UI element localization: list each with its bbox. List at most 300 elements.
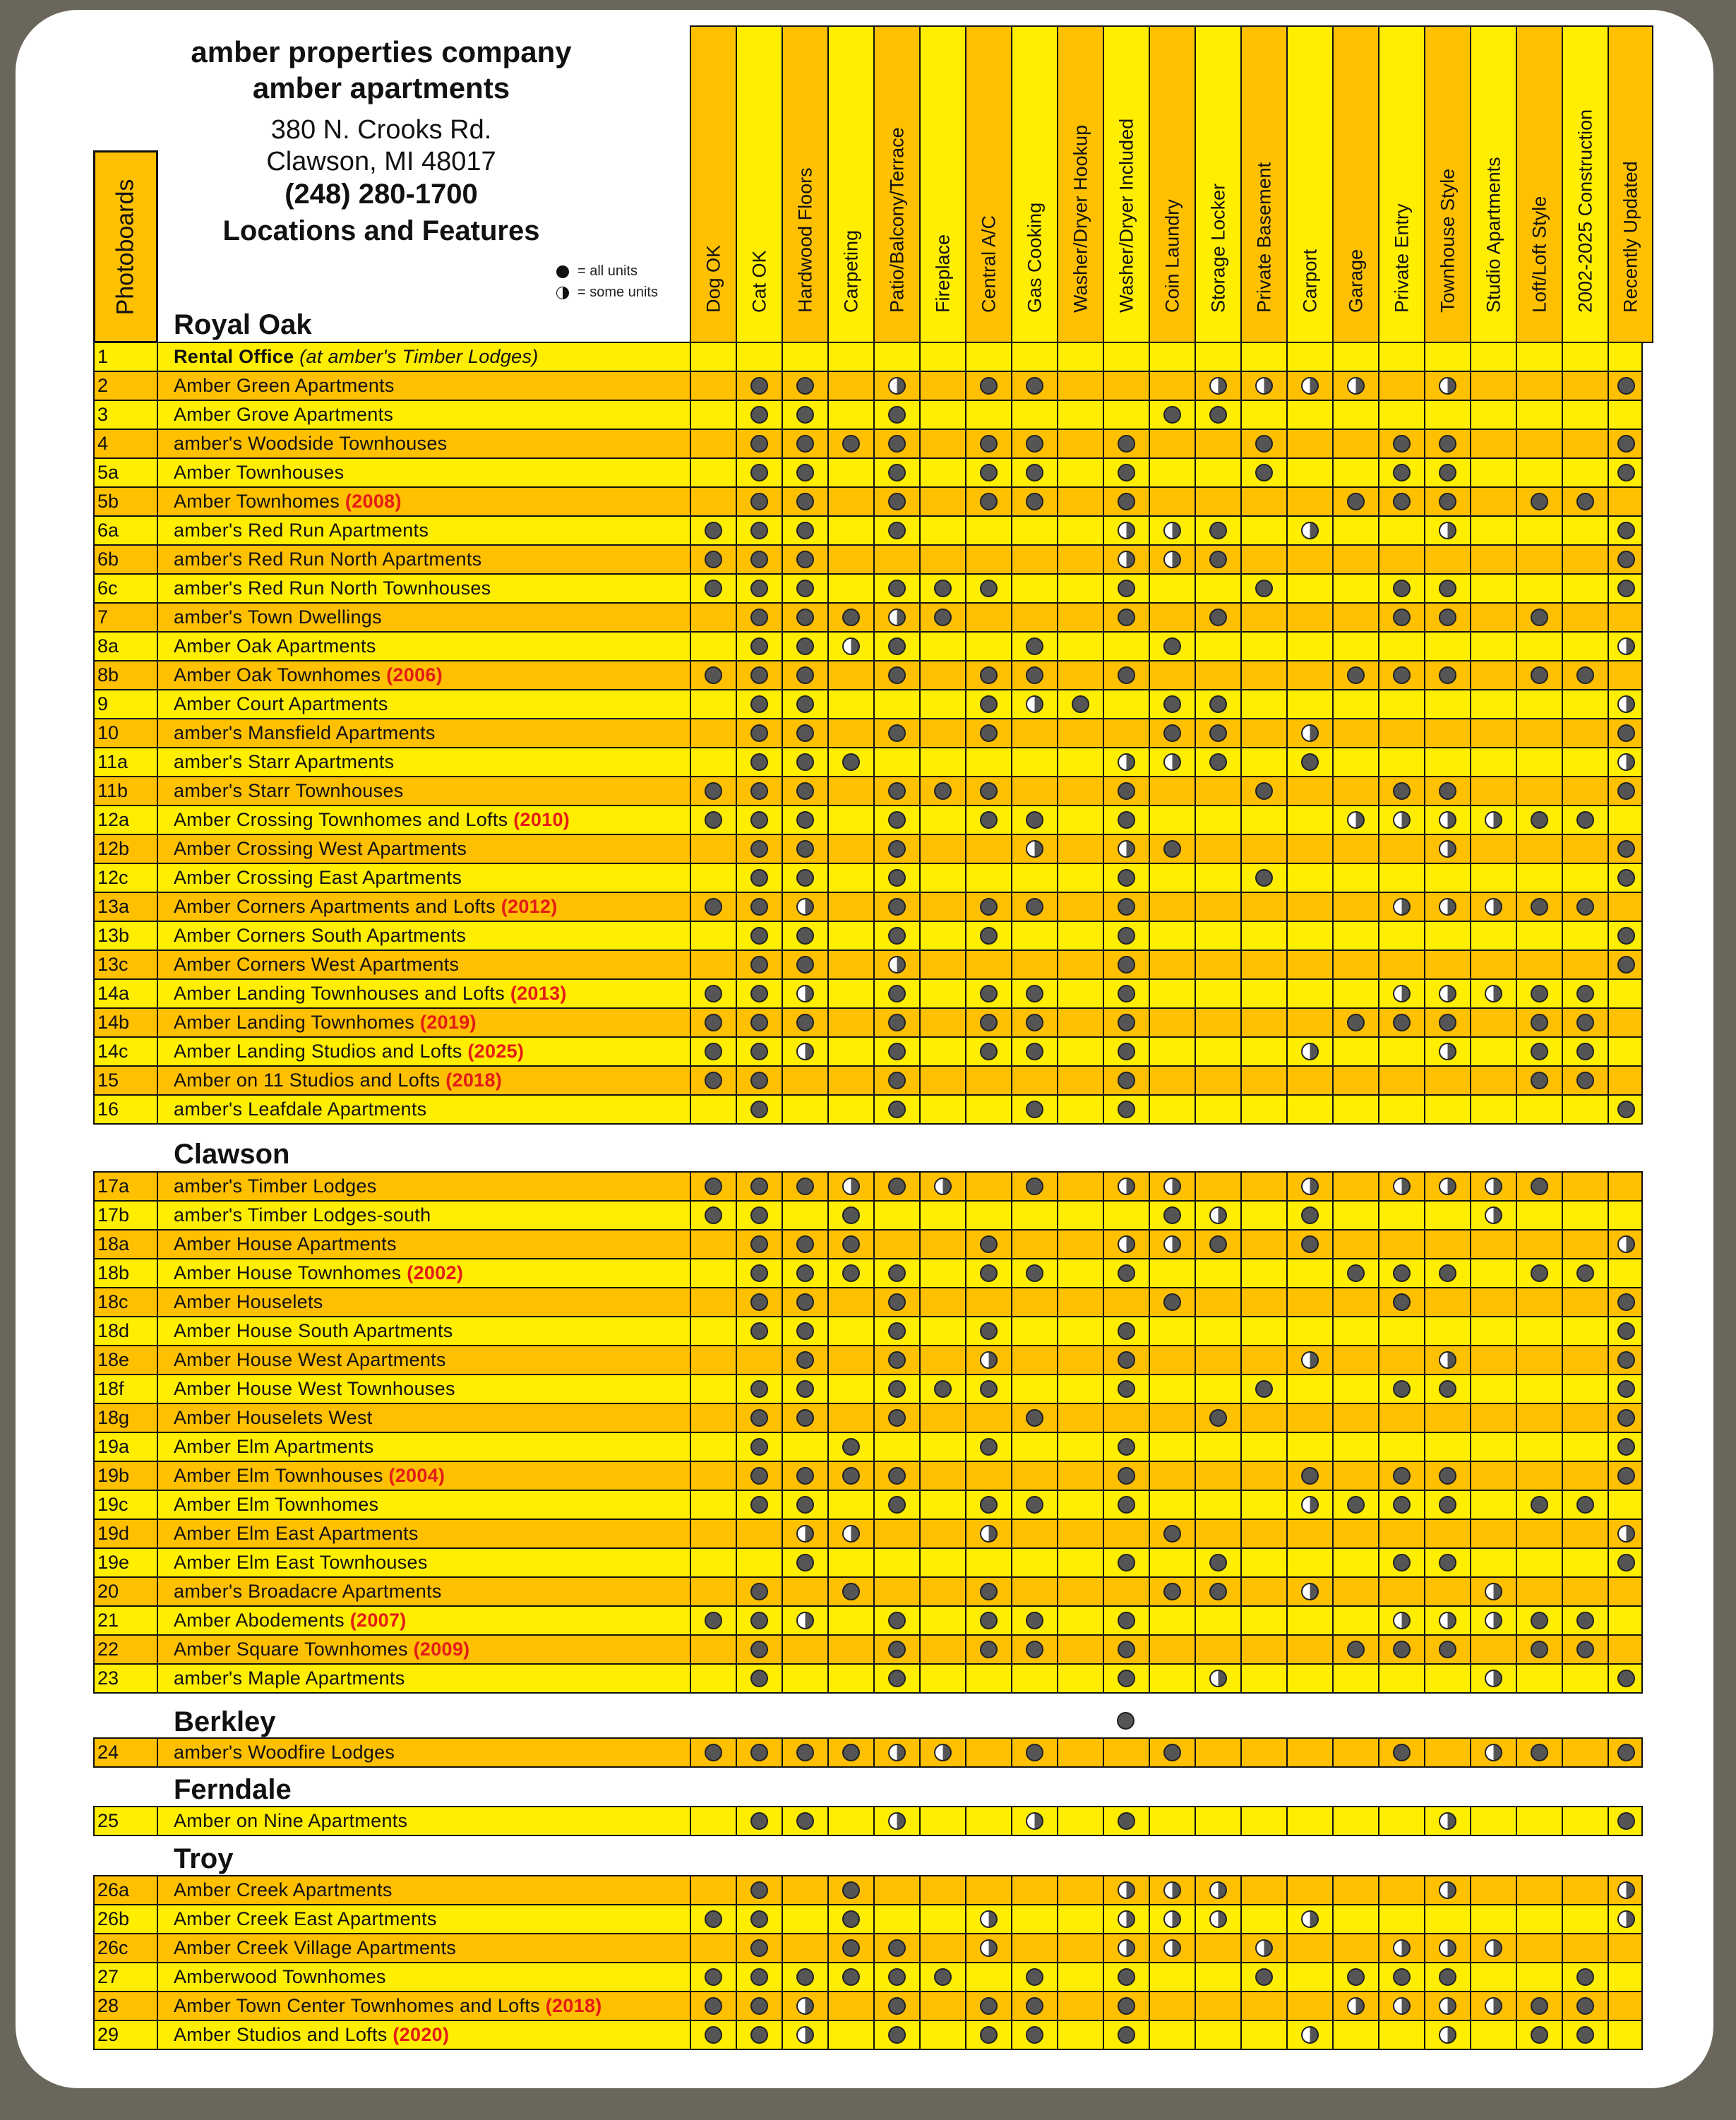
table-row[interactable] [93,777,1643,806]
stray-feature-dot [1117,1712,1135,1730]
feature-cell-dog-ok [690,1230,736,1258]
some-units-dot-icon [1209,1206,1227,1224]
feature-cell-coin-laundry [1149,488,1195,515]
table-row[interactable] [93,1230,1643,1259]
table-row[interactable] [93,922,1643,951]
all-units-dot-icon [796,1264,814,1282]
all-units-dot-icon [796,522,814,539]
table-row[interactable] [93,1549,1643,1578]
table-row[interactable] [93,719,1643,748]
all-units-dot-icon [1301,1467,1319,1485]
photoboard-id: 18b [95,1259,158,1287]
feature-cell-patio-balcony-terrace [873,1404,919,1432]
feature-cell-carpeting [827,661,873,689]
construction-year: (2012) [501,896,558,917]
feature-cell-central-a-c [965,1491,1011,1519]
feature-cell-loft-loft-style [1516,1491,1562,1519]
all-units-dot-icon [705,1997,722,2015]
feature-cell-patio-balcony-terrace [873,1096,919,1123]
feature-cell-garage [1332,517,1378,544]
all-units-dot-icon [888,1264,906,1282]
table-row[interactable] [93,1038,1643,1067]
feature-cell-central-a-c [965,459,1011,486]
all-units-dot-icon [888,580,906,597]
all-units-dot-icon [1118,1554,1135,1571]
feature-cell-cat-ok [736,980,782,1007]
feature-cell-patio-balcony-terrace [873,893,919,921]
table-row[interactable] [93,1171,1643,1202]
feature-cell-townhouse-style [1424,633,1470,660]
feature-cell-carpeting [827,1375,873,1403]
all-units-dot-icon [750,1293,768,1311]
feature-cell-hardwood-floors [782,1607,827,1634]
table-row[interactable] [93,546,1643,575]
table-row[interactable] [93,1963,1643,1992]
all-units-dot-icon [1118,666,1135,684]
feature-cell-washer-dryer-included [1103,661,1149,689]
table-row[interactable] [93,1375,1643,1404]
all-units-dot-icon [796,1293,814,1311]
photoboard-id: 13b [95,922,158,950]
table-row[interactable] [93,1288,1643,1317]
feature-cell-washer-dryer-included [1103,1905,1149,1933]
column-header-gas-cooking [1011,25,1057,343]
feature-cell-storage-locker [1195,1665,1240,1692]
feature-cell-dog-ok [690,1992,736,2020]
feature-cell-townhouse-style [1424,719,1470,747]
feature-cell-gas-cooking [1011,1739,1057,1766]
feature-cell-private-entry [1378,1636,1424,1663]
feature-cell-patio-balcony-terrace [873,777,919,805]
table-row[interactable] [93,1096,1643,1125]
table-row[interactable] [93,1578,1643,1607]
column-header-label: Hardwood Floors [794,167,815,313]
location-name-text: Amber Elm East Townhouses [174,1552,428,1573]
feature-cell-fireplace [919,1288,965,1316]
feature-cell-storage-locker [1195,1934,1240,1962]
table-row[interactable] [93,951,1643,980]
feature-cell-storage-locker [1195,633,1240,660]
feature-cell-private-entry [1378,488,1424,515]
feature-cell-studio-apartments [1470,1876,1516,1904]
table-row[interactable] [93,1607,1643,1636]
some-units-dot-icon [1485,1583,1502,1600]
all-units-dot-icon [980,1583,998,1600]
table-row[interactable] [93,1067,1643,1096]
feature-cell-dog-ok [690,2021,736,2049]
table-row[interactable] [93,2021,1643,2050]
feature-cell-cat-ok [736,719,782,747]
column-header-coin-laundry [1149,25,1195,343]
table-row[interactable] [93,1202,1643,1230]
feature-cell-storage-locker [1195,546,1240,573]
feature-cell-private-entry [1378,1607,1424,1634]
all-units-dot-icon [1118,1351,1135,1369]
location-name-text: amber's Red Run North Apartments [174,549,482,570]
feature-cell-coin-laundry [1149,1433,1195,1461]
all-units-dot-icon [888,1043,906,1060]
table-row[interactable] [93,1404,1643,1433]
feature-cell-carpeting [827,748,873,776]
feature-cell-washer-dryer-included [1103,1433,1149,1461]
feature-cell-carport [1286,922,1332,950]
construction-year: (2009) [413,1639,470,1660]
feature-cell-carport [1286,517,1332,544]
feature-cell-private-basement [1240,1491,1286,1519]
feature-cell-coin-laundry [1149,343,1195,371]
feature-cell-recently-updated [1608,517,1643,544]
feature-cell-coin-laundry [1149,372,1195,400]
all-units-dot-icon [1617,1554,1635,1571]
table-row[interactable] [93,893,1643,922]
feature-cell-garage [1332,546,1378,573]
feature-cell-cat-ok [736,1038,782,1065]
all-units-dot-icon [1439,1496,1456,1514]
table-row[interactable] [93,1665,1643,1694]
feature-cell-carport [1286,1607,1332,1634]
feature-cell-washer-dryer-hookup [1057,980,1103,1007]
location-name-text: Amber Oak Apartments [174,635,376,657]
all-units-dot-icon [1617,1101,1635,1118]
all-units-dot-icon [1531,1612,1548,1629]
feature-cell-coin-laundry [1149,1230,1195,1258]
some-units-dot-icon [796,2026,814,2044]
feature-cell-private-entry [1378,1404,1424,1432]
some-units-dot-icon [796,985,814,1002]
all-units-dot-icon [796,609,814,626]
table-row[interactable] [93,1433,1643,1462]
feature-cell-carpeting [827,633,873,660]
all-units-dot-icon [750,666,768,684]
table-row[interactable] [93,1346,1643,1375]
table-row[interactable] [93,835,1643,864]
all-units-dot-icon [980,724,998,742]
feature-cell-recently-updated [1608,1096,1643,1123]
feature-cell-loft-loft-style [1516,1009,1562,1036]
all-units-dot-icon [796,1351,814,1369]
feature-cell-2002-2025-construction [1562,1807,1608,1835]
feature-cell-townhouse-style [1424,806,1470,834]
all-units-dot-icon [1617,1812,1635,1830]
feature-cell-central-a-c [965,1009,1011,1036]
location-name [174,1549,428,1576]
table-row[interactable] [93,1737,1643,1768]
feature-cell-dog-ok [690,806,736,834]
some-units-dot-icon [842,637,860,655]
all-units-dot-icon [1118,956,1135,974]
table-row[interactable] [93,806,1643,835]
feature-cell-private-entry [1378,661,1424,689]
feature-cell-coin-laundry [1149,806,1195,834]
feature-cell-garage [1332,690,1378,718]
feature-cell-washer-dryer-included [1103,1520,1149,1547]
all-units-dot-icon [1209,1583,1227,1600]
table-row[interactable] [93,980,1643,1009]
feature-cell-carpeting [827,575,873,602]
feature-cell-garage [1332,1607,1378,1634]
column-header-studio-apartments [1470,25,1516,343]
table-row[interactable] [93,517,1643,546]
feature-cell-dog-ok [690,1202,736,1229]
table-row[interactable] [93,1317,1643,1346]
feature-cell-storage-locker [1195,980,1240,1007]
feature-cell-storage-locker [1195,1520,1240,1547]
feature-cell-studio-apartments [1470,1934,1516,1962]
feature-cell-private-entry [1378,835,1424,863]
feature-cell-washer-dryer-hookup [1057,1491,1103,1519]
table-row[interactable] [93,1009,1643,1038]
column-header-washer-dryer-hookup [1057,25,1103,343]
feature-cell-loft-loft-style [1516,835,1562,863]
column-header-label: Carport [1299,248,1320,313]
table-row[interactable] [93,604,1643,633]
some-units-dot-icon [980,1351,998,1369]
feature-cell-carport [1286,1963,1332,1991]
all-units-dot-icon [796,435,814,453]
feature-cell-dog-ok [690,517,736,544]
feature-cell-2002-2025-construction [1562,1038,1608,1065]
all-units-dot-icon [980,435,998,453]
feature-cell-central-a-c [965,575,1011,602]
feature-cell-cat-ok [736,575,782,602]
all-units-dot-icon [705,782,722,800]
construction-year: (2018) [545,1995,602,2016]
feature-cell-carport [1286,1404,1332,1432]
all-units-dot-icon [750,435,768,453]
column-header-label: Central A/C [978,215,999,313]
table-row[interactable] [93,1992,1643,2021]
feature-cell-studio-apartments [1470,980,1516,1007]
some-units-dot-icon [1617,1881,1635,1899]
feature-cell-gas-cooking [1011,1375,1057,1403]
all-units-dot-icon [796,695,814,713]
feature-cell-hardwood-floors [782,343,827,371]
feature-cell-dog-ok [690,1462,736,1490]
all-units-dot-icon [796,753,814,771]
feature-cell-carpeting [827,1317,873,1345]
feature-cell-cat-ok [736,1375,782,1403]
feature-cell-coin-laundry [1149,1038,1195,1065]
feature-cell-central-a-c [965,604,1011,631]
table-row[interactable] [93,1875,1643,1905]
all-units-dot-icon [796,637,814,655]
table-row[interactable] [93,1806,1643,1836]
all-units-dot-icon [1026,898,1043,916]
feature-cell-hardwood-floors [782,1096,827,1123]
feature-cell-gas-cooking [1011,430,1057,457]
feature-cell-coin-laundry [1149,1876,1195,1904]
all-units-dot-icon [1393,1467,1411,1485]
table-row[interactable] [93,1259,1643,1288]
feature-cell-private-basement [1240,1636,1286,1663]
feature-cell-private-entry [1378,343,1424,371]
feature-cell-carpeting [827,1433,873,1461]
all-units-dot-icon [980,1380,998,1398]
location-name [174,864,462,892]
feature-cell-private-entry [1378,1346,1424,1374]
all-units-dot-icon [796,464,814,481]
feature-cell-washer-dryer-included [1103,893,1149,921]
feature-cell-private-entry [1378,777,1424,805]
feature-cell-central-a-c [965,430,1011,457]
some-units-dot-icon [1118,522,1135,539]
feature-cell-fireplace [919,748,965,776]
feature-cell-coin-laundry [1149,459,1195,486]
feature-cell-gas-cooking [1011,1202,1057,1229]
feature-cell-storage-locker [1195,604,1240,631]
all-units-dot-icon [1118,927,1135,945]
all-units-dot-icon [1531,1264,1548,1282]
feature-cell-private-basement [1240,459,1286,486]
table-row[interactable] [93,633,1643,661]
feature-cell-townhouse-style [1424,1934,1470,1962]
feature-cell-hardwood-floors [782,864,827,892]
all-units-dot-icon [1576,811,1594,829]
feature-cell-dog-ok [690,488,736,515]
table-row[interactable] [93,1491,1643,1520]
all-units-dot-icon [796,493,814,510]
location-name [174,1905,437,1933]
feature-cell-dog-ok [690,1404,736,1432]
all-units-dot-icon [750,1438,768,1456]
feature-cell-recently-updated [1608,633,1643,660]
table-row[interactable] [93,430,1643,459]
location-name [174,1607,407,1634]
feature-cell-private-basement [1240,488,1286,515]
photoboard-id: 21 [95,1607,158,1634]
table-row[interactable] [93,661,1643,690]
feature-cell-2002-2025-construction [1562,575,1608,602]
feature-cell-private-basement [1240,1009,1286,1036]
all-units-dot-icon [888,406,906,424]
feature-cell-central-a-c [965,1096,1011,1123]
all-units-dot-icon [888,435,906,453]
some-units-dot-icon [796,1997,814,2015]
feature-cell-carport [1286,864,1332,892]
feature-cell-patio-balcony-terrace [873,1173,919,1200]
feature-cell-townhouse-style [1424,1067,1470,1094]
feature-cell-washer-dryer-hookup [1057,719,1103,747]
table-row[interactable] [93,1636,1643,1665]
all-units-dot-icon [1393,1744,1411,1761]
all-units-dot-icon [1118,1812,1135,1830]
feature-cell-private-basement [1240,1520,1286,1547]
location-name [174,488,402,515]
table-row[interactable] [93,372,1643,401]
feature-cell-garage [1332,951,1378,978]
feature-cell-fireplace [919,2021,965,2049]
construction-year: (2020) [393,2024,450,2045]
feature-cell-private-entry [1378,546,1424,573]
feature-cell-washer-dryer-hookup [1057,1462,1103,1490]
feature-cell-garage [1332,1404,1378,1432]
feature-cell-carpeting [827,1607,873,1634]
table-row[interactable] [93,1934,1643,1963]
feature-cell-central-a-c [965,690,1011,718]
feature-cell-patio-balcony-terrace [873,1259,919,1287]
photoboard-id: 26c [95,1934,158,1962]
photoboard-id: 24 [95,1739,158,1766]
location-name-text: Amber Crossing West Apartments [174,838,467,859]
feature-cell-2002-2025-construction [1562,1096,1608,1123]
photoboard-id: 6b [95,546,158,573]
all-units-dot-icon [980,811,998,829]
feature-cell-patio-balcony-terrace [873,1067,919,1094]
feature-cell-loft-loft-style [1516,1259,1562,1287]
feature-cell-washer-dryer-included [1103,1739,1149,1766]
feature-cell-private-entry [1378,633,1424,660]
feature-cell-private-basement [1240,835,1286,863]
feature-cell-washer-dryer-included [1103,372,1149,400]
all-units-dot-icon [1531,811,1548,829]
feature-cell-private-entry [1378,1230,1424,1258]
all-units-dot-icon [705,2026,722,2044]
feature-cell-cat-ok [736,1202,782,1229]
some-units-dot-icon [888,956,906,974]
address-line-2: Clawson, MI 48017 [266,147,496,176]
all-units-dot-icon [1118,1101,1135,1118]
table-row[interactable] [93,488,1643,517]
all-units-dot-icon [796,1744,814,1761]
all-units-dot-icon [1576,1641,1594,1658]
table-row[interactable] [93,575,1643,604]
legend-all-units [556,263,637,280]
some-units-dot-icon [1393,1612,1411,1629]
feature-cell-washer-dryer-included [1103,1963,1149,1991]
table-row[interactable] [93,401,1643,430]
feature-cell-loft-loft-style [1516,864,1562,892]
feature-cell-loft-loft-style [1516,1067,1562,1094]
feature-cell-dog-ok [690,1491,736,1519]
all-units-dot-icon [980,1043,998,1060]
table-row[interactable] [93,1520,1643,1549]
feature-cell-central-a-c [965,922,1011,950]
some-units-dot-icon [1209,1881,1227,1899]
photoboard-id: 18f [95,1375,158,1403]
location-name [174,1259,463,1287]
feature-cell-hardwood-floors [782,719,827,747]
feature-cell-carport [1286,748,1332,776]
feature-cell-townhouse-style [1424,372,1470,400]
feature-cell-coin-laundry [1149,690,1195,718]
feature-cell-washer-dryer-included [1103,1375,1149,1403]
all-units-dot-icon [1576,898,1594,916]
some-units-dot-icon [888,1812,906,1830]
all-units-dot-icon [980,695,998,713]
feature-cell-central-a-c [965,1578,1011,1605]
table-row[interactable] [93,748,1643,777]
table-row[interactable] [93,1462,1643,1491]
feature-cell-washer-dryer-included [1103,1578,1149,1605]
photoboard-id: 27 [95,1963,158,1991]
table-row[interactable] [93,459,1643,488]
table-row[interactable] [93,690,1643,719]
feature-cell-private-basement [1240,1992,1286,2020]
feature-cell-patio-balcony-terrace [873,1905,919,1933]
feature-cell-private-entry [1378,1067,1424,1094]
table-row[interactable] [93,342,1643,372]
location-name-text: amber's Woodfire Lodges [174,1742,395,1763]
feature-cell-recently-updated [1608,661,1643,689]
feature-cell-central-a-c [965,835,1011,863]
some-units-dot-icon [1118,551,1135,568]
feature-cell-2002-2025-construction [1562,1876,1608,1904]
some-units-dot-icon [1301,1351,1319,1369]
feature-cell-patio-balcony-terrace [873,661,919,689]
table-row[interactable] [93,864,1643,893]
table-row[interactable] [93,1905,1643,1934]
feature-cell-patio-balcony-terrace [873,1202,919,1229]
